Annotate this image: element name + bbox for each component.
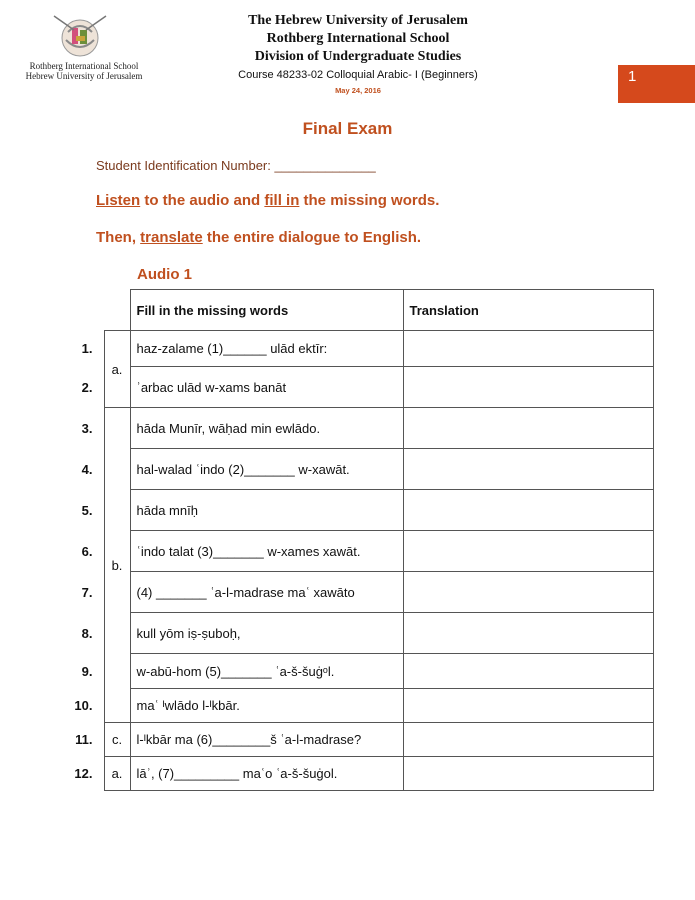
table-row [60, 723, 653, 757]
row-text: hāda mnīḥ [130, 490, 403, 531]
university-name: The Hebrew University of Jerusalem [248, 13, 468, 28]
row-number: 9. [81, 663, 93, 679]
row-text: hāda Munīr, wāḥad min ewlādo. [130, 408, 403, 449]
instruction-translate: Then, translate the entire dialogue to English. [96, 229, 422, 246]
table-row [60, 654, 653, 689]
table-row [60, 572, 653, 613]
division-name: Division of Undergraduate Studies [254, 49, 462, 64]
row-text: maʿ ᴵwlādo l-ᴵkbār. [130, 689, 403, 723]
translation-cell[interactable] [403, 723, 653, 757]
translation-cell[interactable] [403, 654, 653, 689]
exam-table [60, 289, 654, 791]
translation-cell[interactable] [403, 490, 653, 531]
translation-cell[interactable] [403, 689, 653, 723]
row-number: 7. [81, 584, 93, 600]
row-text: ʿindo talat (3)_______ w-xames xawāt. [130, 531, 403, 572]
course-title: Course 48233-02 Colloquial Arabic- I (Beginners) [238, 69, 478, 81]
exam-date: May 24, 2016 [335, 86, 381, 95]
row-text: l-ᴵkbār ma (6)________š ʿa-l-madrase? [130, 723, 403, 757]
document-header [200, 12, 516, 95]
row-number: 12. [74, 766, 93, 781]
student-id-label: Student Identification Number: ______________ [96, 158, 376, 173]
row-number: 2. [81, 379, 93, 395]
row-text: lāʾ, (7)_________ maʿo ʿa-š-šuġol. [130, 757, 403, 791]
page-number-badge [618, 65, 695, 103]
table-row [60, 531, 653, 572]
table-row [60, 689, 653, 723]
translation-cell[interactable] [403, 408, 653, 449]
header-fill: Fill in the missing words [130, 290, 403, 331]
table-row [60, 331, 653, 367]
table-row [60, 449, 653, 490]
row-text: haz-zalame (1)______ ulād ektīr: [130, 331, 403, 367]
row-number: 4. [81, 461, 93, 477]
row-text: hal-walad ʿindo (2)_______ w-xawāt. [130, 449, 403, 490]
table-row [60, 757, 653, 791]
row-number: 1. [81, 341, 93, 356]
row-text: ʾarbac ulād w-xams banāt [130, 367, 403, 408]
row-text: (4) _______ ʿa-l-madrase maʿ xawāto [130, 572, 403, 613]
translation-cell[interactable] [403, 449, 653, 490]
section-letter: a. [104, 331, 130, 408]
row-number: 6. [81, 543, 93, 559]
exam-title: Final Exam [302, 119, 393, 138]
translation-cell[interactable] [403, 331, 653, 367]
header-translation: Translation [403, 290, 653, 331]
translation-cell[interactable] [403, 367, 653, 408]
row-number: 5. [81, 502, 93, 518]
page-number: 1 [628, 68, 637, 85]
row-number: 11. [75, 732, 93, 747]
section-letter: c. [104, 723, 130, 757]
table-row [60, 613, 653, 654]
row-text: kull yōm iṣ-ṣuboḥ, [130, 613, 403, 654]
university-logo [40, 10, 120, 62]
table-row [60, 367, 653, 408]
translation-cell[interactable] [403, 757, 653, 791]
row-number: 3. [81, 420, 93, 436]
table-row [60, 408, 653, 449]
row-number: 10. [74, 698, 93, 713]
table-header-row [60, 290, 653, 331]
translation-cell[interactable] [403, 531, 653, 572]
row-number: 8. [81, 625, 93, 641]
school-name: Rothberg International School [266, 31, 450, 46]
section-letter: a. [104, 757, 130, 791]
section-letter: b. [104, 408, 130, 723]
audio-title: Audio 1 [137, 266, 192, 283]
table-row [60, 490, 653, 531]
row-text: w-abū-hom (5)_______ ʿa-š-šuġᵒl. [130, 654, 403, 689]
logo-caption: Rothberg International School Hebrew University of Jerusalem [25, 61, 143, 81]
translation-cell[interactable] [403, 613, 653, 654]
translation-cell[interactable] [403, 572, 653, 613]
instruction-listen: Listen to the audio and fill in the missing words. [96, 192, 440, 209]
